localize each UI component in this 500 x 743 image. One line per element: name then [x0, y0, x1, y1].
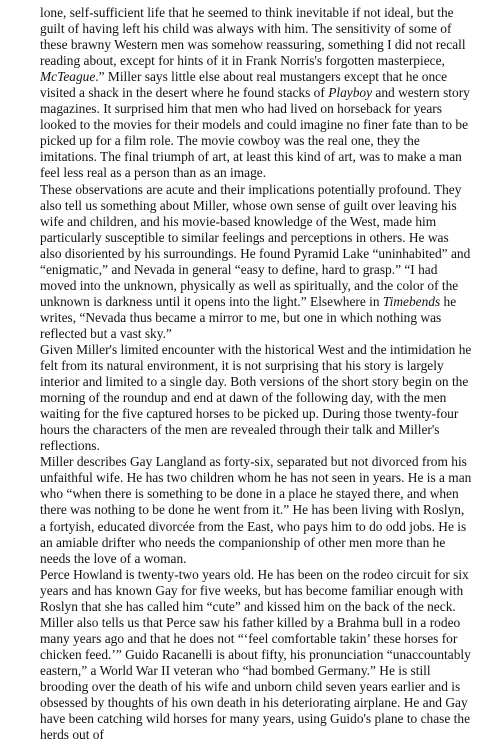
- body-paragraph: [40, 567, 472, 743]
- paragraph-text: lone, self-sufficient life that he seemed to think inevitable if not ideal, but the guilt of having left his child was always with him. The sensitivity of some of these brawny Western men was somehow reassuring, something I did not recall reading about, except for hints of it in Frank Norris's forgotten masterpiece,: [40, 5, 466, 69]
- paragraph-text: and western story magazines. It surprised him that men who had lived on horseback for years looked to the movies for their models and could imagine no finer fate than to be picked up for a film role. The movie cowboy was the real one, they the imitations. The final triumph of art, at least this kind of art, was to make a man feel less real as a person than as an image.: [40, 85, 470, 181]
- paragraph-text: Miller describes Gay Langland as forty-six, separated but not divorced from his unfaithful wife. He has two children whom he has not seen in years. He is a man who “when there is something to be done in a place he stayed there, and when there was nothing to be done he went from it.” He has been living with Roslyn, a fortyish, educated divorcée from the East, who pays him to do odd jobs. He is an amiable drifter who needs the companionship of other men more than he needs the love of a woman.: [40, 454, 472, 566]
- body-paragraph: [40, 454, 472, 566]
- paragraph-text: Perce Howland is twenty-two years old. He has been on the rodeo circuit for six years and has known Gay for five weeks, but has become familiar enough with Roslyn that she has called him “cute” and kissed him on the back of the neck. Miller also tells us that Perce saw his father killed by a Brahma bull in a rodeo many years ago and that he does not “‘feel comfortable takin’ these horses for chicken feed.’” Guido Racanelli is about fifty, his pronunciation “unaccountably eastern,” a World War II veteran who “had bombed Germany.” He is still brooding over the death of his wife and unborn child seven years earlier and is obsessed by thoughts of his own death in his deteriorating airplane. He and Gay have been catching wild horses for many years, using Guido's plane to chase the herds out of: [40, 566, 471, 743]
- paragraph-text: These observations are acute and their implications potentially profound. They also tell us something about Miller, whose own sense of guilt over leaving his wife and children, and his movie-based knowledge of the West, made him particularly susceptible to similar feelings and perceptions in others. He was also disoriented by his surroundings. He found Pyramid Lake “uninhabited” and “enigmatic,” and Nevada in general “easy to define, hard to grasp.” “I had moved into the unknown, physically as well as spiritually, and the color of the unknown is darkness until it opens into the light.” Elsewhere in: [40, 181, 471, 309]
- body-paragraph: [40, 5, 472, 182]
- italic-title-text: Playboy: [328, 85, 373, 101]
- body-paragraph: [40, 342, 472, 454]
- body-paragraph: [40, 182, 472, 342]
- italic-title-text: McTeague: [40, 69, 96, 85]
- paragraph-text: he writes, “Nevada thus became a mirror to me, but one in which nothing was reflected but a vast sky.”: [40, 293, 457, 341]
- italic-title-text: Timebends: [382, 293, 441, 309]
- paragraph-text: Given Miller's limited encounter with the historical West and the intimidation he felt from its natural environment, it is not surprising that his story is largely interior and limited to a single day. Both versions of the short story begin on the morning of the roundup and end at dawn of the following day, with the men waiting for the five captured horses to be picked up. During those twenty-four hours the characters of the men are revealed through their talk and Miller's reflections.: [40, 341, 472, 454]
- paragraph-text: .” Miller says little else about real mustangers except that he once visited a shack in the desert where he found stacks of: [40, 69, 448, 101]
